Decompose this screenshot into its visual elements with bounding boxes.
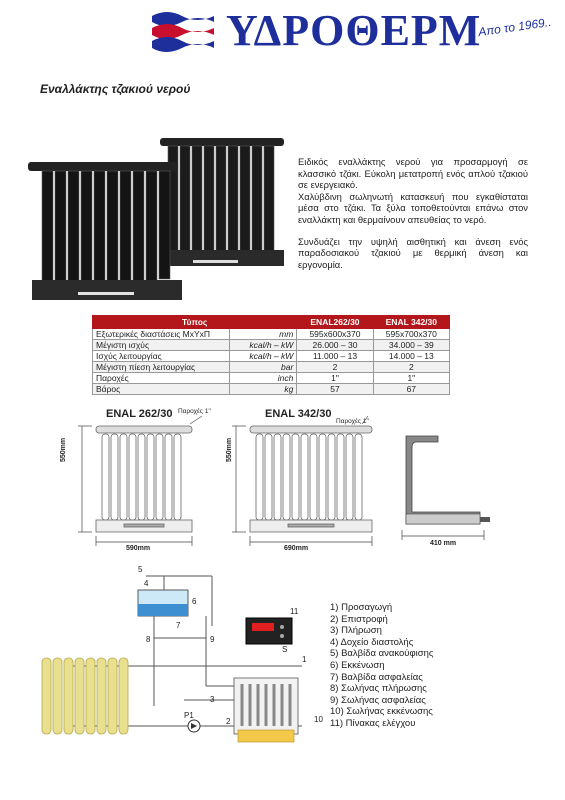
table-row bbox=[93, 329, 450, 340]
row-label: Ισχύς λειτουργίας bbox=[93, 351, 230, 362]
row-value-a: 595x600x370 bbox=[297, 329, 373, 340]
row-value-b: 2 bbox=[373, 362, 449, 373]
schematic-legend bbox=[330, 602, 434, 730]
installation-schematic bbox=[34, 566, 330, 766]
table-header-model-b: ENAL 342/30 bbox=[373, 316, 449, 329]
legend-item: 4) Δοχείο διαστολής bbox=[330, 636, 414, 648]
description-paragraph: Ειδικός εναλλάκτης νερού για προσαρμογή σε κλασσικό τζάκι. Εύκολη μετατροπή ενός απλού τζακιού σε ενεργειακό. bbox=[298, 156, 528, 191]
row-label: Μέγιστη πίεση λειτουργίας bbox=[93, 362, 230, 373]
row-value-a: 2 bbox=[297, 362, 373, 373]
legend-item: 2) Επιστροφή bbox=[330, 613, 388, 625]
table-row bbox=[93, 340, 450, 351]
brand-name: ΥΔΡΟΘΕΡΜ bbox=[226, 6, 482, 55]
table-row bbox=[93, 362, 450, 373]
row-unit: kcal/h – kW bbox=[229, 351, 297, 362]
table-row bbox=[93, 373, 450, 384]
description-paragraph: Συνδυάζει την υψηλή αισθητική και άνεση ενός παραδοσιακού τζακιού με θερμική άνεση και εργονομία. bbox=[298, 235, 528, 270]
row-label: Εξωτερικές διαστάσεις ΜxΥxΠ bbox=[93, 329, 230, 340]
schematic-number: 1 bbox=[302, 655, 307, 664]
row-value-a: 1" bbox=[297, 373, 373, 384]
legend-item: 3) Πλήρωση bbox=[330, 625, 382, 637]
row-unit: inch bbox=[229, 373, 297, 384]
pump-label: P1 bbox=[184, 711, 194, 720]
specifications-table bbox=[92, 315, 450, 395]
brand-tagline: Απο το 1969.. bbox=[477, 14, 553, 40]
description-paragraph: Χαλύβδινη σωληνωτή κατασκευή που εγκαθίσταται μέσα στο τζάκι. Τα ξύλα τοποθετούνται επάνω στον εναλλάκτη και θερμαίνουν απευθείας το νερό. bbox=[298, 190, 528, 225]
row-value-b: 34.000 – 39 bbox=[373, 340, 449, 351]
depth-label-side: 410 mm bbox=[430, 540, 457, 547]
table-row bbox=[93, 351, 450, 362]
row-label: Μέγιστη ισχύς bbox=[93, 340, 230, 351]
schematic-number: 4 bbox=[144, 579, 149, 588]
schematic-number: 5 bbox=[138, 566, 143, 574]
sensor-label: S bbox=[282, 645, 288, 654]
brand-logo-icon bbox=[150, 8, 218, 54]
drawing-model-b bbox=[222, 412, 392, 552]
port-label-model-b: Παροχές 1" bbox=[336, 418, 369, 425]
row-value-a: 26.000 – 30 bbox=[297, 340, 373, 351]
legend-item: 6) Εκκένωση bbox=[330, 659, 385, 671]
schematic-number: 10 bbox=[314, 715, 323, 724]
legend-item: 1) Προσαγωγή bbox=[330, 602, 393, 613]
page-title: Εναλλάκτης τζακιού νερού bbox=[40, 82, 191, 96]
schematic-number: 9 bbox=[210, 635, 215, 644]
drawing-title-model-b: ENAL 342/30 bbox=[265, 408, 332, 420]
row-label: Παροχές bbox=[93, 373, 230, 384]
table-header-type: Τύπος bbox=[93, 316, 297, 329]
height-label-model-a: 550mm bbox=[60, 437, 67, 462]
row-unit: mm bbox=[229, 329, 297, 340]
schematic-number: 8 bbox=[146, 635, 151, 644]
drawing-model-a bbox=[52, 412, 222, 552]
legend-item: 8) Σωλήνας πλήρωσης bbox=[330, 683, 427, 695]
legend-item: 5) Βαλβίδα ανακούφισης bbox=[330, 648, 434, 660]
table-row bbox=[93, 384, 450, 395]
legend-item: 9) Σωλήνας ασφαλείας bbox=[330, 694, 426, 706]
row-value-a: 57 bbox=[297, 384, 373, 395]
legend-item: 10) Σωλήνας εκκένωσης bbox=[330, 706, 433, 718]
schematic-number: 6 bbox=[192, 597, 197, 606]
legend-item: 7) Βαλβίδα ασφαλείας bbox=[330, 671, 423, 683]
row-value-b: 1" bbox=[373, 373, 449, 384]
row-value-b: 14.000 – 13 bbox=[373, 351, 449, 362]
schematic-number: 3 bbox=[210, 695, 215, 704]
width-label-model-b: 690mm bbox=[284, 545, 309, 552]
row-unit: bar bbox=[229, 362, 297, 373]
drawing-title-model-a: ENAL 262/30 bbox=[106, 408, 173, 420]
schematic-number: 11 bbox=[290, 607, 299, 616]
row-value-a: 11.000 – 13 bbox=[297, 351, 373, 362]
width-label-model-a: 590mm bbox=[126, 545, 151, 552]
schematic-number: 7 bbox=[176, 621, 181, 630]
table-header-row bbox=[93, 316, 450, 329]
drawing-side-view bbox=[398, 432, 498, 542]
row-unit: kcal/h – kW bbox=[229, 340, 297, 351]
port-label-model-a: Παροχές 1" bbox=[178, 408, 211, 415]
product-description bbox=[298, 156, 528, 270]
legend-item: 11) Πίνακας ελέγχου bbox=[330, 717, 416, 729]
table-header-model-a: ENAL262/30 bbox=[297, 316, 373, 329]
row-value-b: 595x700x370 bbox=[373, 329, 449, 340]
product-photo bbox=[28, 132, 288, 320]
row-unit: kg bbox=[229, 384, 297, 395]
schematic-number: 2 bbox=[226, 717, 231, 726]
row-value-b: 67 bbox=[373, 384, 449, 395]
row-label: Βάρος bbox=[93, 384, 230, 395]
height-label-model-b: 550mm bbox=[226, 437, 233, 462]
